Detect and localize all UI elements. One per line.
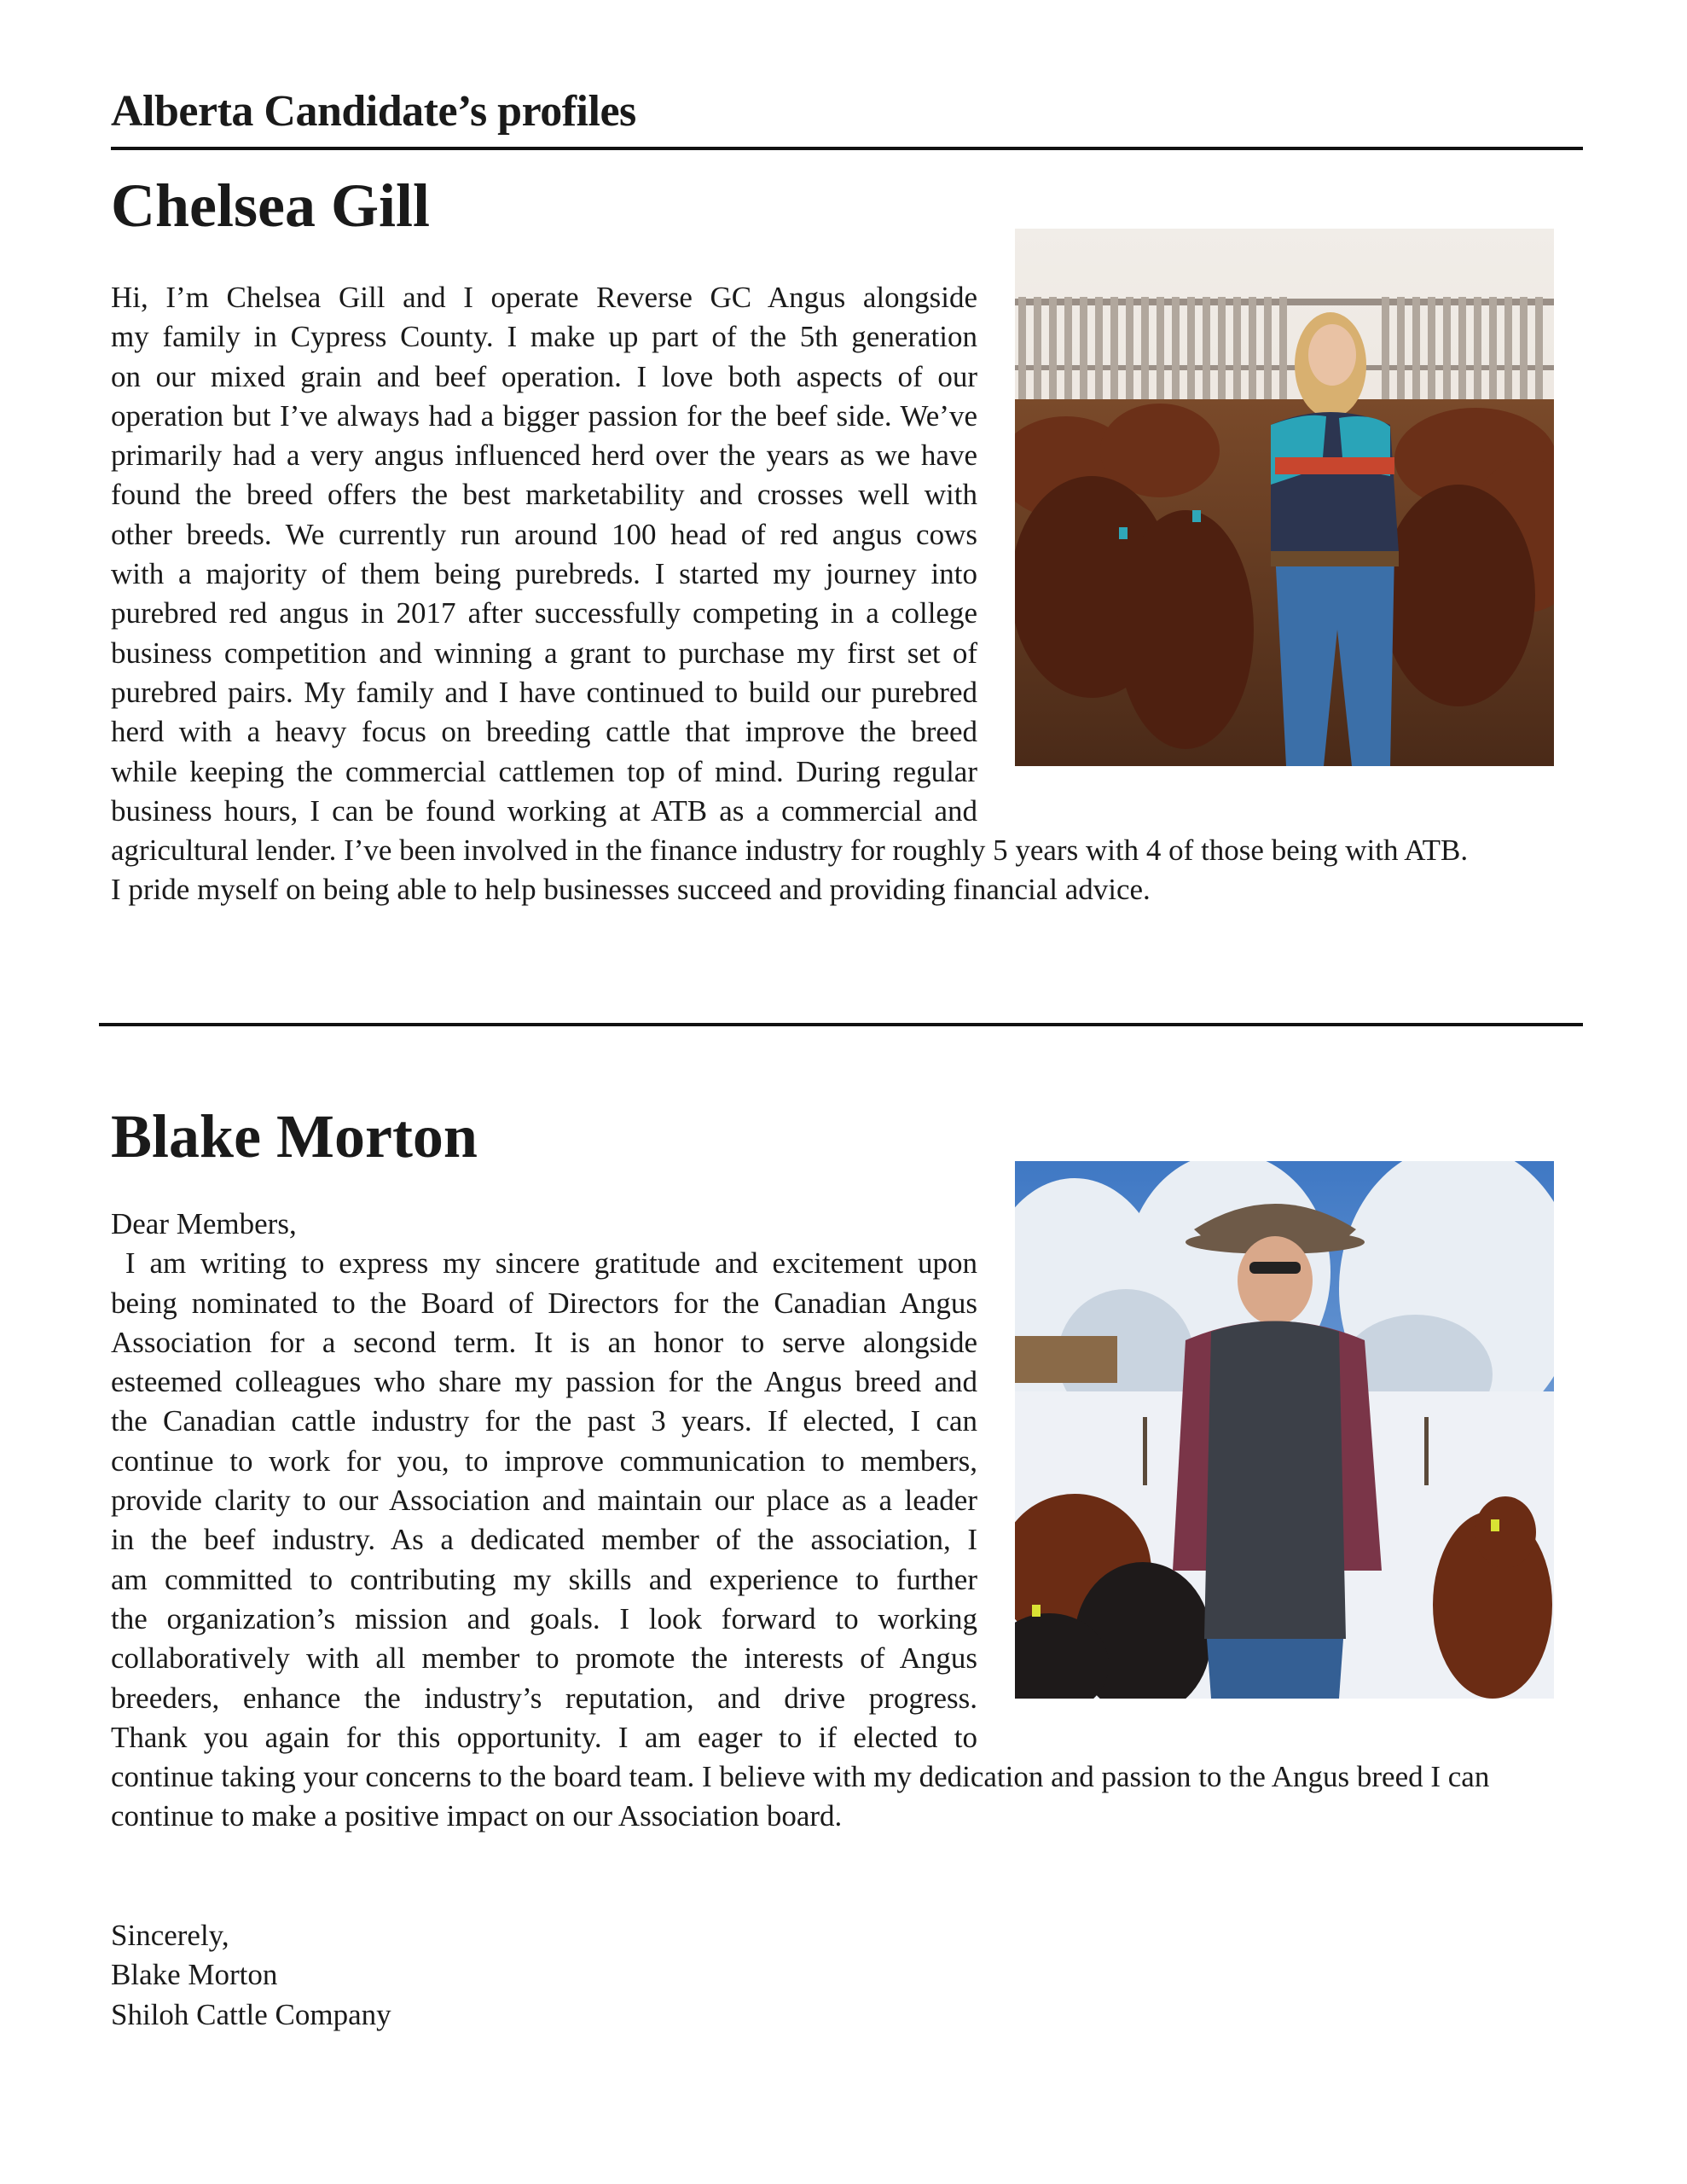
candidate-letter bbox=[111, 1205, 1583, 1837]
letter-line: am committed to contributing my skills and experience to further bbox=[111, 1562, 977, 1596]
bio-line: business competition and winning a grant to purchase my first set of bbox=[111, 636, 977, 670]
bio-line: on our mixed grain and beef operation. I love both aspects of our bbox=[111, 359, 977, 393]
section-divider bbox=[99, 1023, 1583, 1026]
bio-line: primarily had a very angus influenced herd over the years as we have bbox=[111, 439, 977, 473]
page-heading: Alberta Candidate’s profiles bbox=[111, 87, 636, 136]
candidate-name: Chelsea Gill bbox=[111, 171, 430, 240]
bio-line: business hours, I can be found working at ATB as a commercial and bbox=[111, 793, 977, 828]
letter-line: breeders, enhance the industry’s reputation, and drive progress. bbox=[111, 1681, 977, 1715]
letter-line: being nominated to the Board of Directors for the Canadian Angus bbox=[111, 1286, 977, 1320]
candidate-name: Blake Morton bbox=[111, 1102, 478, 1170]
bio-line: herd with a heavy focus on breeding cattle that improve the breed bbox=[111, 715, 977, 749]
letter-line: Thank you again for this opportunity. I am eager to if elected to bbox=[111, 1720, 977, 1754]
letter-line: the Canadian cattle industry for the past 3 years. If elected, I can bbox=[111, 1404, 977, 1438]
letter-line: Association for a second term. It is an honor to serve alongside bbox=[111, 1325, 977, 1359]
letter-line: Dear Members, bbox=[111, 1207, 297, 1240]
bio-line: found the breed offers the best marketability and crosses well with bbox=[111, 478, 977, 512]
bio-line: with a majority of them being purebreds. I started my journey into bbox=[111, 557, 977, 591]
letter-line: I am writing to express my sincere gratitude and excitement upon bbox=[111, 1246, 978, 1281]
bio-line: operation but I’ve always had a bigger passion for the beef side. We’ve bbox=[111, 398, 977, 433]
letter-line: esteemed colleagues who share my passion for the Angus breed and bbox=[111, 1365, 977, 1399]
closing-salutation: Sincerely, bbox=[111, 1919, 229, 1952]
bio-line: other breeds. We currently run around 100 head of red angus cows bbox=[111, 517, 977, 551]
letter-line: continue to make a positive impact on our Association board. bbox=[111, 1799, 843, 1833]
bio-line: my family in Cypress County. I make up part of the 5th generation bbox=[111, 320, 977, 354]
closing-company: Shiloh Cattle Company bbox=[111, 1997, 391, 2031]
header-divider bbox=[111, 147, 1583, 150]
candidate-bio bbox=[111, 278, 1583, 910]
bio-line: I pride myself on being able to help businesses succeed and providing financial advice. bbox=[111, 873, 1151, 907]
letter-line: provide clarity to our Association and maintain our place as a leader bbox=[111, 1484, 977, 1518]
closing-signature-name: Blake Morton bbox=[111, 1958, 278, 1992]
letter-line: the organization’s mission and goals. I look forward to working bbox=[111, 1601, 977, 1635]
letter-line: in the beef industry. As a dedicated member of the association, I bbox=[111, 1523, 977, 1557]
letter-closing bbox=[111, 1916, 391, 2035]
letter-line: collaboratively with all member to promote the interests of Angus bbox=[111, 1641, 977, 1676]
bio-line: while keeping the commercial cattlemen top of mind. During regular bbox=[111, 754, 977, 788]
bio-line: purebred pairs. My family and I have continued to build our purebred bbox=[111, 675, 977, 709]
letter-line: continue to work for you, to improve communication to members, bbox=[111, 1443, 977, 1478]
bio-line: agricultural lender. I’ve been involved in the finance industry for roughly 5 years with 4 of those being with ATB. bbox=[111, 834, 1469, 868]
bio-line: purebred red angus in 2017 after successfully competing in a college bbox=[111, 596, 977, 630]
bio-line: Hi, I’m Chelsea Gill and I operate Reverse GC Angus alongside bbox=[111, 281, 977, 314]
letter-line: continue taking your concerns to the board team. I believe with my dedication and passion to the Angus breed I can bbox=[111, 1760, 1490, 1794]
